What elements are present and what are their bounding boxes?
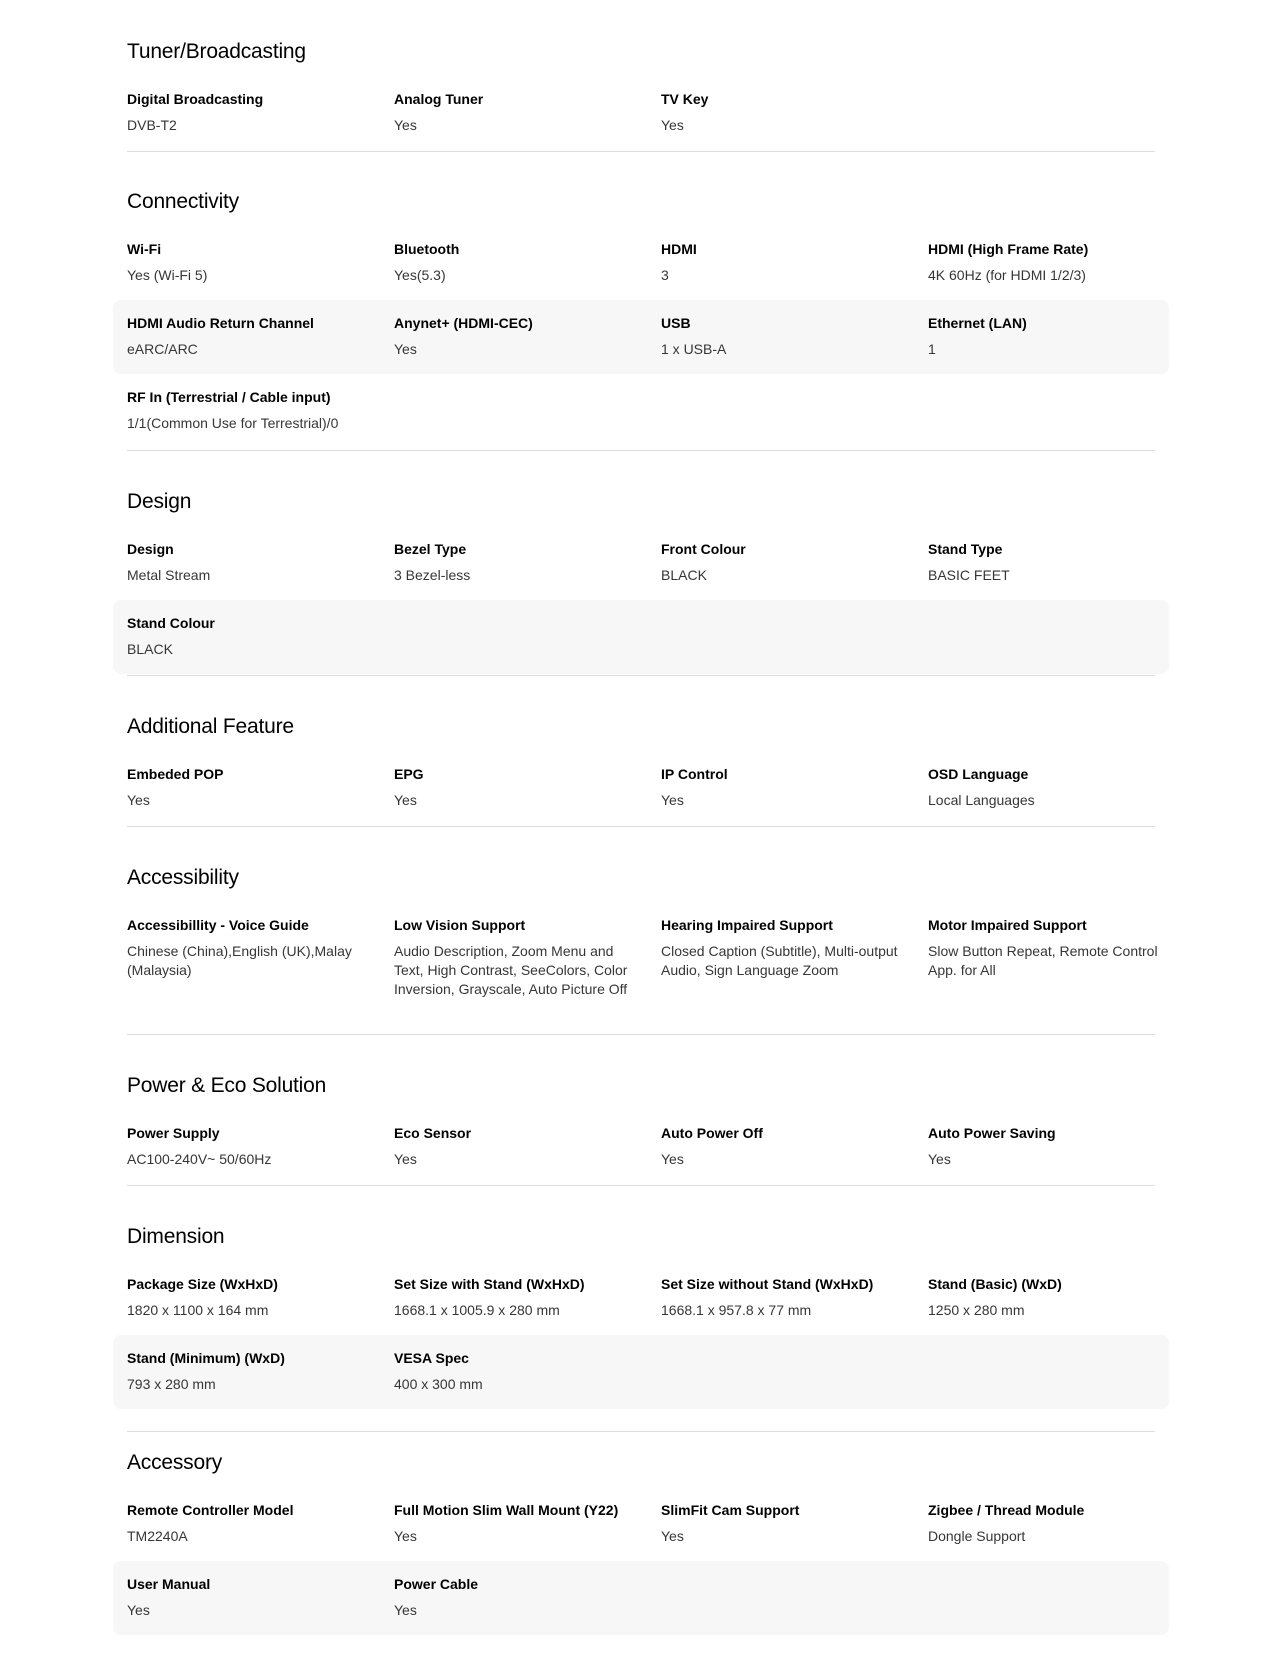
spec-label: Stand Type (928, 541, 1003, 557)
spec-row (113, 761, 1169, 829)
spec-label: Eco Sensor (394, 1125, 472, 1141)
section-divider (127, 1431, 1155, 1432)
spec-value: 4K 60Hz (for HDMI 1/2/3) (928, 267, 1086, 283)
section-divider (127, 1034, 1155, 1035)
spec-item (928, 1124, 1178, 1169)
section-title: Dimension (127, 1225, 225, 1248)
spec-item (661, 765, 911, 810)
spec-value: Yes (661, 1151, 684, 1167)
spec-row (113, 86, 1169, 142)
spec-item (394, 1349, 644, 1394)
spec-item (928, 540, 1178, 585)
spec-row (113, 912, 1169, 1032)
spec-label: Design (127, 541, 174, 557)
spec-item (661, 314, 911, 359)
spec-value: Yes (127, 792, 150, 808)
spec-item (928, 1501, 1178, 1546)
spec-label: Digital Broadcasting (127, 91, 264, 107)
spec-value: Yes (394, 341, 417, 357)
spec-item (394, 916, 644, 999)
spec-label: Analog Tuner (394, 91, 484, 107)
spec-label: Full Motion Slim Wall Mount (Y22) (394, 1502, 619, 1518)
spec-value: Yes (928, 1151, 951, 1167)
spec-value: 3 Bezel-less (394, 567, 471, 583)
spec-label: Anynet+ (HDMI-CEC) (394, 315, 533, 331)
spec-value: BASIC FEET (928, 567, 1010, 583)
section-title: Design (127, 490, 192, 513)
spec-value: Chinese (China),English (UK),Malay (Malaysia) (127, 943, 352, 978)
spec-value: Yes (394, 1528, 417, 1544)
spec-label: User Manual (127, 1576, 211, 1592)
spec-item (394, 1501, 644, 1546)
spec-row (113, 1120, 1169, 1188)
spec-value: Yes (394, 1151, 417, 1167)
spec-label: Front Colour (661, 541, 746, 557)
spec-value: BLACK (661, 567, 707, 583)
spec-value: eARC/ARC (127, 341, 198, 357)
spec-label: Motor Impaired Support (928, 917, 1087, 933)
spec-label: Remote Controller Model (127, 1502, 294, 1518)
spec-label: SlimFit Cam Support (661, 1502, 800, 1518)
spec-item (127, 540, 377, 585)
spec-item (661, 1275, 911, 1320)
spec-row (113, 374, 1169, 448)
spec-label: Set Size with Stand (WxHxD) (394, 1276, 585, 1292)
spec-item (928, 1275, 1178, 1320)
spec-value: Closed Caption (Subtitle), Multi-output Audio, Sign Language Zoom (661, 943, 898, 978)
spec-value: Yes (394, 792, 417, 808)
section-divider (127, 450, 1155, 451)
spec-value: Yes (Wi-Fi 5) (127, 267, 208, 283)
spec-item (394, 540, 644, 585)
spec-label: EPG (394, 766, 424, 782)
spec-label: IP Control (661, 766, 728, 782)
spec-item (127, 1124, 377, 1169)
spec-item (394, 765, 644, 810)
spec-label: Auto Power Saving (928, 1125, 1056, 1141)
spec-value: Yes (127, 1602, 150, 1618)
spec-item (127, 765, 377, 810)
spec-label: Low Vision Support (394, 917, 526, 933)
spec-row (113, 236, 1169, 304)
spec-label: TV Key (661, 91, 709, 107)
spec-item (127, 314, 377, 359)
spec-value: 400 x 300 mm (394, 1376, 483, 1392)
spec-value: Dongle Support (928, 1528, 1026, 1544)
spec-value: Metal Stream (127, 567, 211, 583)
spec-item (394, 240, 644, 285)
spec-label: Set Size without Stand (WxHxD) (661, 1276, 874, 1292)
spec-label: Stand (Basic) (WxD) (928, 1276, 1062, 1292)
spec-label: HDMI Audio Return Channel (127, 315, 314, 331)
spec-label: Embeded POP (127, 766, 224, 782)
section-title: Connectivity (127, 190, 239, 213)
spec-label: Power Cable (394, 1576, 479, 1592)
spec-item (127, 240, 377, 285)
spec-row (113, 1561, 1169, 1635)
spec-value: TM2240A (127, 1528, 188, 1544)
spec-value: Yes(5.3) (394, 267, 446, 283)
spec-item (661, 916, 911, 980)
spec-item (127, 1575, 377, 1620)
spec-item (394, 314, 644, 359)
section-title: Accessibility (127, 866, 239, 889)
spec-value: 1250 x 280 mm (928, 1302, 1025, 1318)
spec-label: Package Size (WxHxD) (127, 1276, 278, 1292)
spec-value: Local Languages (928, 792, 1035, 808)
spec-item (661, 1124, 911, 1169)
spec-label: OSD Language (928, 766, 1029, 782)
spec-value: 1 x USB-A (661, 341, 727, 357)
spec-row (113, 600, 1169, 674)
section-divider (127, 1185, 1155, 1186)
spec-label: Wi-Fi (127, 241, 162, 257)
spec-label: HDMI (High Frame Rate) (928, 241, 1089, 257)
spec-label: Hearing Impaired Support (661, 917, 833, 933)
spec-value: AC100-240V~ 50/60Hz (127, 1151, 272, 1167)
spec-value: Audio Description, Zoom Menu and Text, High Contrast, SeeColors, Color Inversion, Grayscale, Auto Picture Off (394, 943, 628, 997)
spec-item (661, 1501, 911, 1546)
spec-label: Stand (Minimum) (WxD) (127, 1350, 285, 1366)
spec-item (928, 916, 1178, 980)
spec-label: Ethernet (LAN) (928, 315, 1027, 331)
spec-value: DVB-T2 (127, 117, 177, 133)
spec-item (127, 90, 377, 135)
spec-label: RF In (Terrestrial / Cable input) (127, 389, 331, 405)
spec-value: Yes (394, 1602, 417, 1618)
spec-item (127, 1349, 377, 1394)
spec-item (928, 240, 1178, 285)
spec-item (127, 388, 427, 433)
spec-value: 1820 x 1100 x 164 mm (127, 1302, 269, 1318)
section-title: Tuner/Broadcasting (127, 40, 306, 63)
spec-item (661, 540, 911, 585)
spec-label: Accessibillity - Voice Guide (127, 917, 309, 933)
spec-item (394, 90, 644, 135)
section-title: Additional Feature (127, 715, 294, 738)
spec-item (127, 916, 377, 980)
spec-label: Stand Colour (127, 615, 215, 631)
spec-value: Yes (661, 1528, 684, 1544)
spec-item (928, 314, 1178, 359)
spec-label: Power Supply (127, 1125, 220, 1141)
spec-row (113, 1497, 1169, 1565)
spec-item (394, 1575, 644, 1620)
spec-label: Auto Power Off (661, 1125, 763, 1141)
spec-value: 1 (928, 341, 936, 357)
spec-row (113, 1335, 1169, 1409)
spec-item (127, 1501, 377, 1546)
spec-value: Yes (661, 117, 684, 133)
spec-row (113, 300, 1169, 374)
spec-value: 793 x 280 mm (127, 1376, 216, 1392)
spec-label: VESA Spec (394, 1350, 469, 1366)
spec-value: 1668.1 x 1005.9 x 280 mm (394, 1302, 560, 1318)
section-divider (127, 675, 1155, 676)
spec-item (394, 1275, 644, 1320)
spec-value: 1668.1 x 957.8 x 77 mm (661, 1302, 812, 1318)
spec-value: Yes (661, 792, 684, 808)
spec-item (127, 614, 377, 659)
spec-label: HDMI (661, 241, 697, 257)
spec-value: Yes (394, 117, 417, 133)
spec-label: Bezel Type (394, 541, 467, 557)
spec-label: Bluetooth (394, 241, 460, 257)
spec-value: 3 (661, 267, 669, 283)
spec-value: 1/1(Common Use for Terrestrial)/0 (127, 415, 339, 431)
spec-label: Zigbee / Thread Module (928, 1502, 1085, 1518)
spec-label: USB (661, 315, 691, 331)
spec-item (394, 1124, 644, 1169)
spec-item (127, 1275, 377, 1320)
spec-item (928, 765, 1178, 810)
spec-item (661, 240, 911, 285)
section-title: Accessory (127, 1451, 223, 1474)
section-divider (127, 826, 1155, 827)
spec-value: BLACK (127, 641, 173, 657)
spec-value: Slow Button Repeat, Remote Control App. for All (928, 943, 1158, 978)
spec-row (113, 536, 1169, 604)
section-divider (127, 151, 1155, 152)
spec-row (113, 1271, 1169, 1339)
section-title: Power & Eco Solution (127, 1074, 327, 1097)
spec-item (661, 90, 911, 135)
